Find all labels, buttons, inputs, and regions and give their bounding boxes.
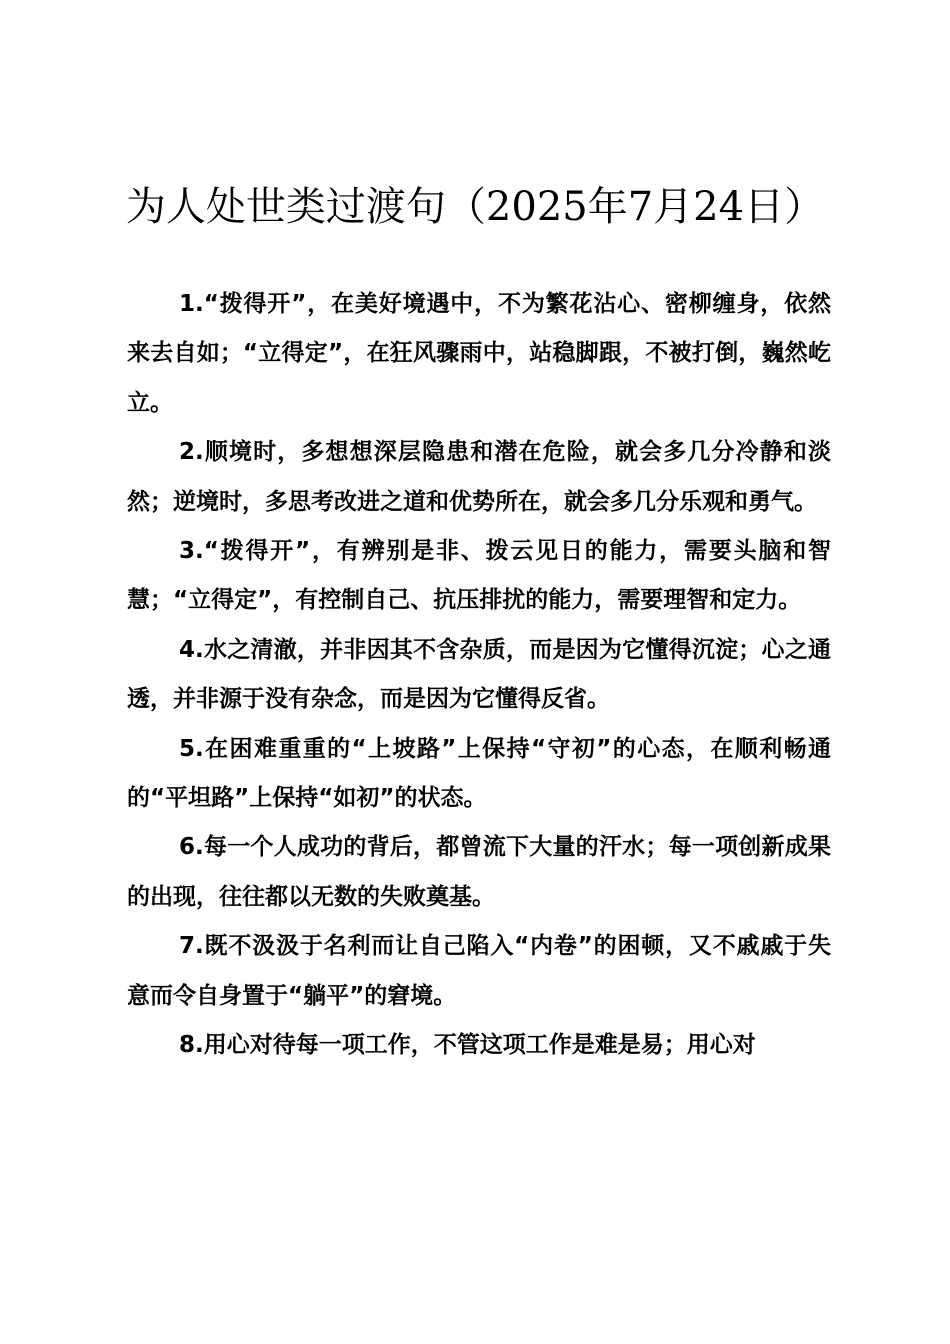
paragraph-7: 7.既不汲汲于名利而让自己陷入“内卷”的困顿，又不戚戚于失意而令自身置于“躺平”的窘境。 (127, 933, 831, 1009)
paragraph-1: 1.“拨得开”，在美好境遇中，不为繁花沾心、密柳缠身，依然来去自如；“立得定”，在狂风骤雨中，站稳脚跟，不被打倒，巍然屹立。 (127, 291, 831, 416)
document-title: 为人处世类过渡句（2025年7月24日） (125, 184, 825, 230)
document-body (127, 280, 831, 1071)
paragraph-8: 8.用心对待每一项工作，不管这项工作是难是易；用心对 (179, 1032, 756, 1059)
paragraph-4: 4.水之清澈，并非因其不含杂质，而是因为它懂得沉淀；心之通透，并非源于没有杂念，而是因为它懂得反省。 (127, 636, 831, 713)
paragraph-3: 3.“拨得开”，有辨别是非、拨云见日的能力，需要头脑和智慧；“立得定”，有控制自己、抗压排扰的能力，需要理智和定力。 (127, 538, 831, 614)
paragraph-2: 2.顺境时，多想想深层隐患和潜在危险，就会多几分冷静和淡然；逆境时，多思考改进之道和优势所在，就会多几分乐观和勇气。 (127, 439, 831, 515)
paragraph-5: 5.在困难重重的“上坡路”上保持“守初”的心态，在顺利畅通的“平坦路”上保持“如初”的状态。 (127, 735, 831, 812)
paragraph-6: 6.每一个人成功的背后，都曾流下大量的汗水；每一项创新成果的出现，往往都以无数的失败奠基。 (127, 834, 831, 910)
